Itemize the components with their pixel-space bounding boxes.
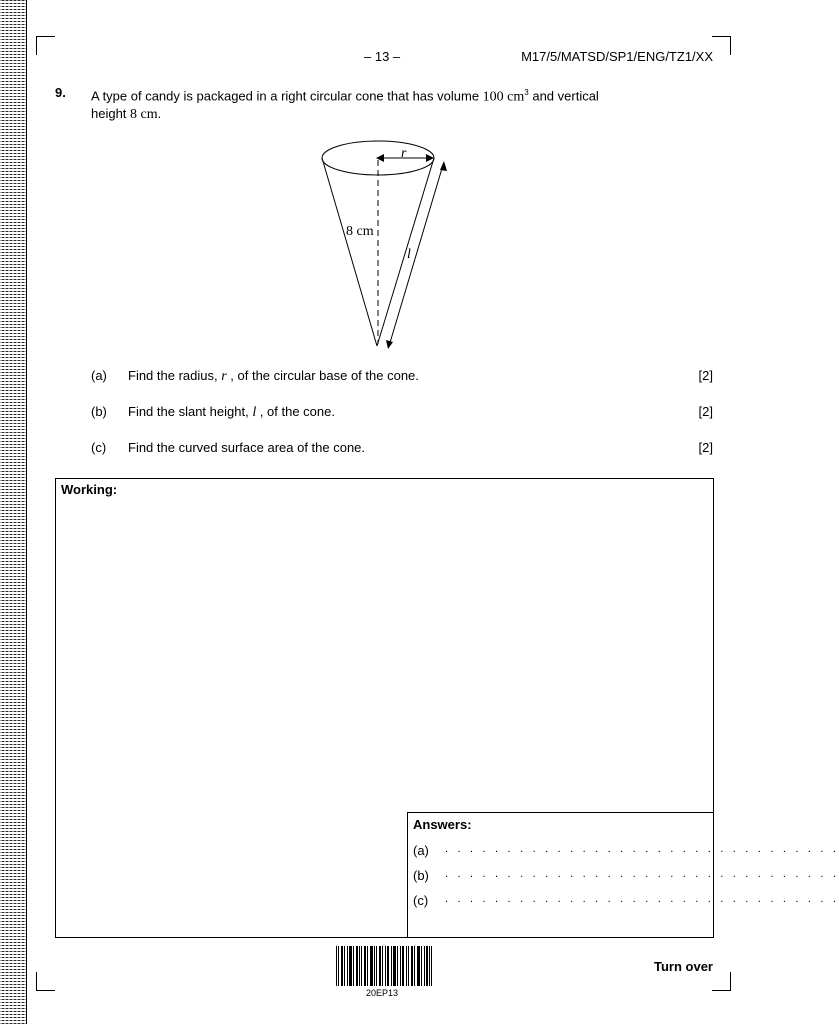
working-area[interactable] (55, 478, 839, 938)
part-b-variable: l (252, 405, 257, 420)
part-b-text-before: Find the slant height, (128, 404, 253, 419)
part-a-text (128, 368, 419, 385)
part-c-label: (c) (91, 440, 107, 455)
part-c-text: Find the curved surface area of the cone. (128, 440, 366, 455)
part-a-label: (a) (91, 368, 107, 383)
height-value: 8 cm (130, 107, 158, 123)
binding-margin-edge (26, 0, 27, 1024)
answer-row-c-label: (c) (413, 893, 429, 908)
paper-reference-code: M17/5/MATSD/SP1/ENG/TZ1/XX (521, 49, 713, 64)
answers-label: Answers: (413, 817, 472, 832)
answer-line-c[interactable]: . . . . . . . . . . . . . . . . . . . . . . . . . . . . . . . . (445, 893, 839, 905)
slant-height-arrow-line (389, 165, 443, 346)
answer-row-a-label: (a) (413, 843, 429, 858)
question-text-line2-suffix: . (157, 106, 162, 122)
part-c-marks: [2] (698, 440, 713, 455)
answer-row-c[interactable] (413, 893, 839, 911)
corner-mark-bottom-right (712, 972, 731, 991)
volume-value: 100 cm (482, 89, 525, 105)
question-number: 9. (55, 85, 66, 100)
radius-arrowhead-left (376, 154, 384, 162)
question-text-line2-prefix: height (91, 106, 131, 122)
answer-row-b[interactable] (413, 868, 839, 886)
question-part-c (91, 440, 713, 458)
answer-line-a[interactable]: . . . . . . . . . . . . . . . . . . . . . . . . . . . . . . . . (445, 843, 839, 855)
part-a-variable: r (221, 369, 227, 384)
answer-row-a[interactable] (413, 843, 839, 861)
part-b-text-after: , of the cone. (256, 404, 335, 419)
slant-arrowhead-top (440, 161, 447, 171)
corner-mark-top-left (36, 36, 55, 55)
binding-margin-pattern (0, 0, 26, 1024)
part-a-text-after: , of the circular base of the cone. (226, 368, 419, 383)
question-part-b (91, 404, 713, 422)
barcode-image (336, 946, 432, 986)
question-part-a (91, 368, 713, 386)
question-text (91, 84, 691, 123)
volume-exponent: 3 (524, 88, 529, 97)
slant-label: l (407, 247, 411, 262)
question-text-part1: A type of candy is packaged in a right circular cone that has volume (91, 88, 483, 104)
part-a-marks: [2] (698, 368, 713, 383)
question-text-part2: and vertical (528, 88, 599, 104)
part-b-text (128, 404, 335, 421)
cone-diagram (310, 130, 460, 355)
part-b-label: (b) (91, 404, 107, 419)
slant-arrowhead-bottom (386, 340, 393, 349)
part-a-text-before: Find the radius, (128, 368, 222, 383)
turn-over-label: Turn over (654, 959, 713, 974)
radius-label: r (401, 146, 407, 161)
corner-mark-top-right (712, 36, 731, 55)
barcode-text: 20EP13 (366, 988, 399, 998)
answer-row-b-label: (b) (413, 868, 429, 883)
part-b-marks: [2] (698, 404, 713, 419)
corner-mark-bottom-left (36, 972, 55, 991)
answer-line-b[interactable]: . . . . . . . . . . . . . . . . . . . . . . . . . . . . . . . . (445, 868, 839, 880)
page-number: – 13 – (364, 49, 401, 64)
cone-right-edge (377, 158, 434, 346)
answers-area (407, 812, 839, 938)
cone-left-edge (322, 158, 377, 346)
height-label: 8 cm (346, 224, 374, 239)
working-label: Working: (61, 482, 118, 497)
